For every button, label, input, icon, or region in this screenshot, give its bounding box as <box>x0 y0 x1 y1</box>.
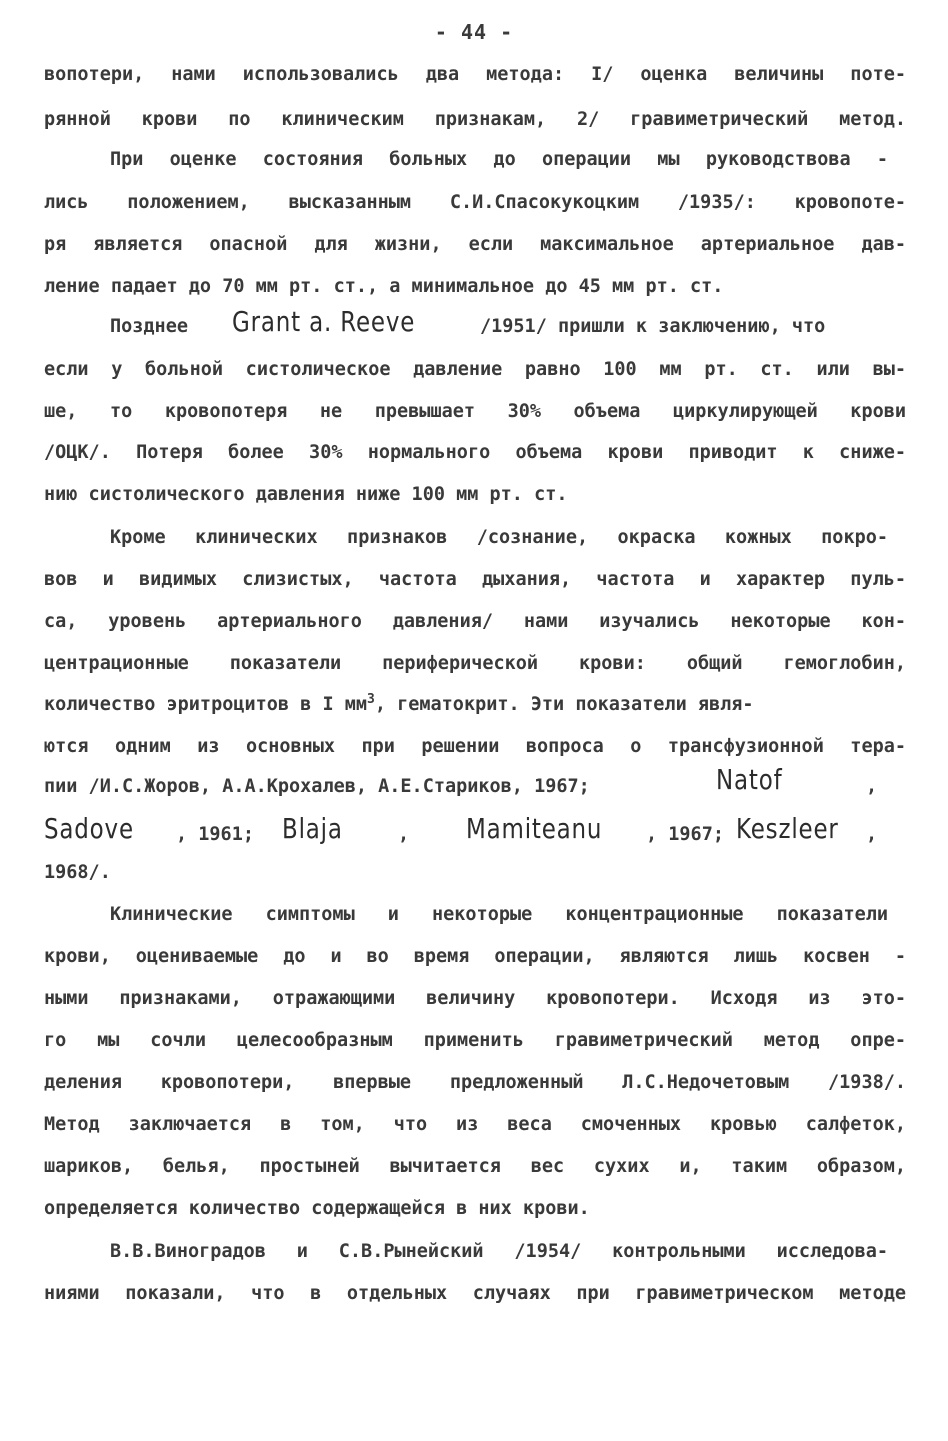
text-line-handwritten-names <box>44 767 590 807</box>
text-line: Метод заключается в том, что из веса смоченных кровью салфеток, <box>44 1114 906 1135</box>
handwritten-name <box>466 812 632 852</box>
text-fragment: , 1967; <box>646 824 724 845</box>
text-line: При оценке состояния больных до операции мы руководствова - <box>110 149 888 170</box>
handwritten-author-name: Mamiteanu <box>466 812 603 845</box>
text-fragment: /1951/ пришли к заключению, что <box>480 316 826 337</box>
text-fragment: , <box>398 824 410 845</box>
text-fragment: Позднее <box>110 316 188 337</box>
text-line: лись положением, высказанным С.И.Спасокукоцким /1935/: кровопоте- <box>44 192 906 213</box>
handwritten-name <box>44 812 154 852</box>
text-line: ниями показали, что в отдельных случаях при гравиметрическом методе <box>44 1283 906 1304</box>
handwritten-author-name: Grant a. Reeve <box>232 305 416 338</box>
handwritten-author-name: Sadove <box>44 812 134 845</box>
text-line <box>44 690 906 720</box>
text-line-handwritten-names <box>176 815 254 855</box>
text-line: ря является опасной для жизни, если максимальное артериальное дав- <box>44 234 906 255</box>
text-line: ными признаками, отражающими величину кровопотери. Исходя из это- <box>44 988 906 1009</box>
text-fragment: , <box>866 824 878 845</box>
text-line: центрационные показатели периферической крови: общий гемоглобин, <box>44 653 906 674</box>
handwritten-author-name: Natof <box>716 763 783 796</box>
handwritten-name <box>282 812 356 852</box>
text-fragment: количество эритроцитов в I мм <box>44 694 368 715</box>
text-line: крови, оцениваемые до и во время операции, являются лишь косвен - <box>44 946 906 967</box>
text-fragment: , <box>866 776 878 797</box>
text-fragment: , 1961; <box>176 824 254 845</box>
text-line: го мы сочли целесообразным применить гравиметрический метод опре- <box>44 1030 906 1051</box>
text-line: вов и видимых слизистых, частота дыхания, частота и характер пуль- <box>44 569 906 590</box>
text-line: са, уровень артериального давления/ нами изучались некоторые кон- <box>44 611 906 632</box>
text-fragment: пии /И.С.Жоров, А.А.Крохалев, А.Е.Стариков, 1967; <box>44 776 590 797</box>
text-line-handwritten-names <box>866 767 877 807</box>
text-line-handwritten-names <box>398 815 409 855</box>
text-line-handwritten-names <box>110 307 188 347</box>
text-line: шариков, белья, простыней вычитается вес сухих и, таким образом, <box>44 1156 906 1177</box>
handwritten-name <box>232 305 455 345</box>
text-line: определяется количество содержащейся в них крови. <box>44 1198 590 1219</box>
text-line: вопотери, нами использовались два метода: I/ оценка величины поте- <box>44 64 906 85</box>
text-line: ше, то кровопотеря не превышает 30% объема циркулирующей крови <box>44 401 906 422</box>
text-line: Кроме клинических признаков /сознание, окраска кожных покро- <box>110 527 888 548</box>
superscript: 3 <box>367 691 375 707</box>
text-line: рянной крови по клиническим признакам, 2/ гравиметрический метод. <box>44 109 906 130</box>
page-number: - 44 - <box>434 20 514 44</box>
handwritten-author-name: Blaja <box>282 812 343 845</box>
handwritten-name <box>736 812 861 852</box>
text-line-handwritten-names <box>866 815 877 855</box>
text-fragment: , гематокрит. Эти показатели явля- <box>374 694 754 715</box>
text-line: /ОЦК/. Потеря более 30% нормального объема крови приводит к сниже- <box>44 442 906 463</box>
text-line: нию систолического давления ниже 100 мм рт. ст. <box>44 484 568 505</box>
text-line: деления кровопотери, впервые предложенный Л.С.Недочетовым /1938/. <box>44 1072 906 1093</box>
text-line: В.В.Виноградов и С.В.Рынейский /1954/ контрольными исследова- <box>110 1241 888 1262</box>
handwritten-name <box>716 763 797 803</box>
text-line: ются одним из основных при решении вопроса о трансфузионной тера- <box>44 736 906 757</box>
handwritten-author-name: Keszleer <box>736 812 839 845</box>
text-line: Клинические симптомы и некоторые концентрационные показатели <box>110 904 888 925</box>
text-line: ление падает до 70 мм рт. ст., а минимальное до 45 мм рт. ст. <box>44 276 724 297</box>
text-line: 1968/. <box>44 862 111 883</box>
text-line-handwritten-names <box>480 307 825 347</box>
text-line-handwritten-names <box>646 815 724 855</box>
text-line: если у больной систолическое давление равно 100 мм рт. ст. или вы- <box>44 359 906 380</box>
